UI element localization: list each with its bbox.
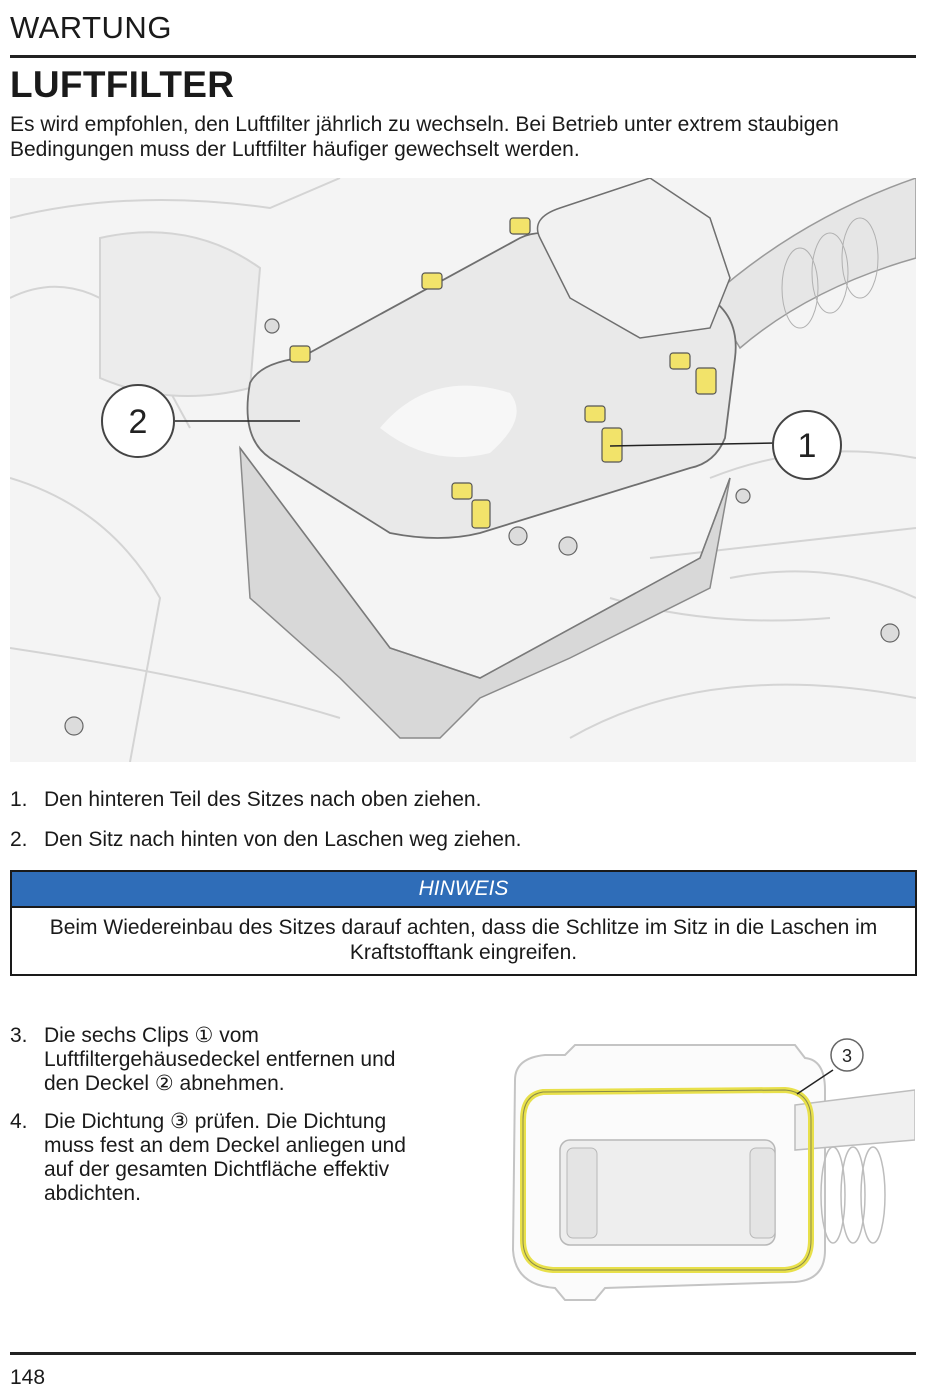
step-number: 3. <box>10 1024 28 1047</box>
header-rule <box>10 55 916 58</box>
steps-part2 <box>10 1024 410 1220</box>
intro-paragraph: Es wird empfohlen, den Luftfilter jährlich zu wechseln. Bei Betrieb unter extrem staubigen Bedingungen muss der Luftfilter häufiger gewechselt werden. <box>10 113 839 161</box>
steps-part1 <box>10 788 710 868</box>
callout-3: 3 <box>841 1046 853 1066</box>
list-item <box>10 1024 410 1096</box>
seal-illustration <box>495 1030 915 1315</box>
step-number: 2. <box>10 828 28 851</box>
step-number: 1. <box>10 788 28 811</box>
notice-box <box>10 870 917 976</box>
footer-rule <box>10 1352 916 1355</box>
step-text: Den Sitz nach hinten von den Laschen weg ziehen. <box>44 828 522 851</box>
notice-text: Beim Wiedereinbau des Sitzes darauf achten, dass die Schlitze im Sitz in die Laschen im Kraftstofftank eingreifen. <box>49 916 878 964</box>
page-number: 148 <box>10 1366 46 1389</box>
step-text: Den hinteren Teil des Sitzes nach oben ziehen. <box>44 788 482 811</box>
notice-title: HINWEIS <box>12 872 915 908</box>
page-heading: LUFTFILTER <box>10 64 235 105</box>
callout-1: 1 <box>797 427 817 465</box>
step-number: 4. <box>10 1110 28 1133</box>
list-item <box>10 1110 410 1206</box>
callout-2: 2 <box>128 403 148 441</box>
section-title: WARTUNG <box>10 10 172 45</box>
air-filter-illustration <box>10 178 916 762</box>
step-text: Die sechs Clips ① vom Luftfiltergehäusedeckel entfernen und den Deckel ② abnehmen. <box>44 1024 396 1095</box>
list-item <box>10 788 710 812</box>
step-text: Die Dichtung ③ prüfen. Die Dichtung muss fest an dem Deckel anliegen und auf der gesamten Dichtfläche effektiv abdichten. <box>44 1110 406 1205</box>
list-item <box>10 828 710 852</box>
